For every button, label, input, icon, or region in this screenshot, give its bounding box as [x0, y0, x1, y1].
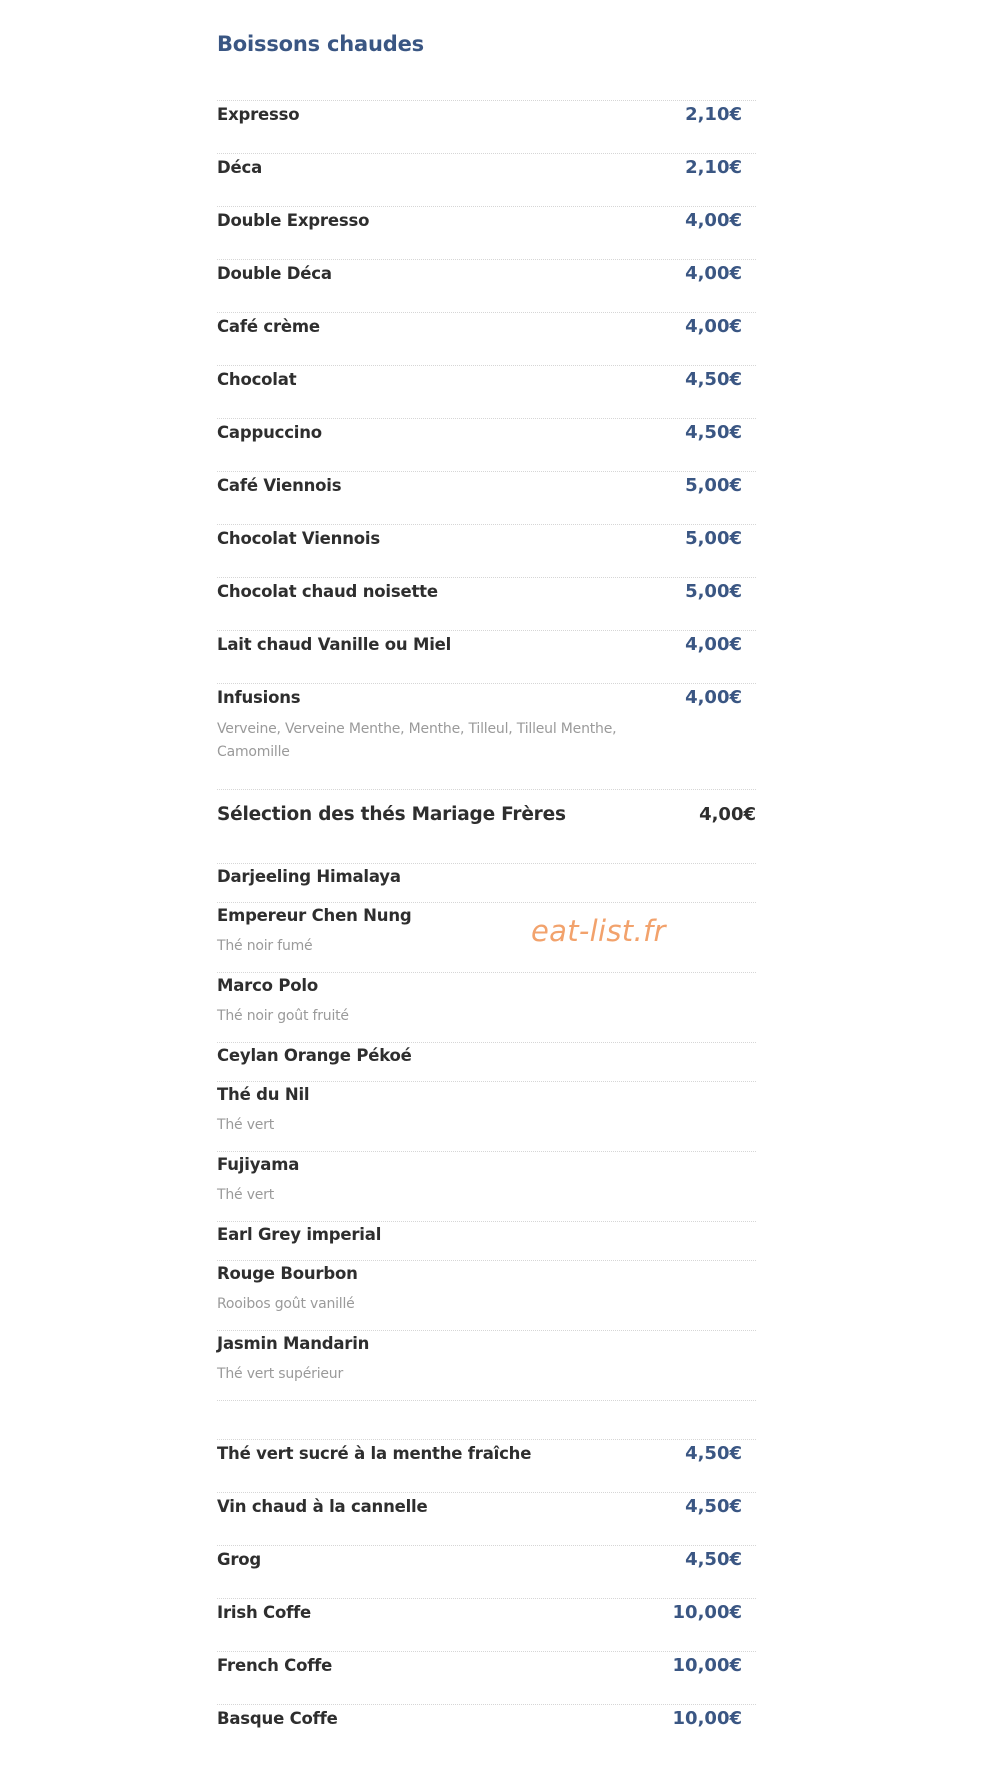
- item-name: Chocolat: [217, 370, 297, 389]
- item-description: Verveine, Verveine Menthe, Menthe, Tilleul, Tilleul Menthe, Camomille: [217, 721, 617, 760]
- menu-item-infusions: [217, 683, 756, 789]
- menu-item: [217, 577, 756, 630]
- menu-item: [217, 418, 756, 471]
- item-price: 4,00€: [685, 687, 742, 708]
- item-price: 5,00€: [685, 581, 742, 602]
- menu-item: [217, 312, 756, 365]
- menu-item: [217, 1704, 756, 1757]
- menu-item: [217, 365, 756, 418]
- item-price: 2,10€: [685, 157, 742, 178]
- tea-name: Marco Polo: [217, 976, 318, 995]
- item-price: 4,50€: [685, 422, 742, 443]
- tea-item: [217, 1042, 756, 1081]
- tea-description: Thé noir goût fruité: [217, 1008, 349, 1024]
- tea-description: Thé vert: [217, 1117, 275, 1133]
- tea-selection-title: Sélection des thés Mariage Frères: [217, 804, 566, 825]
- item-price: 4,50€: [685, 369, 742, 390]
- item-price: 4,50€: [685, 1496, 742, 1517]
- item-price: 10,00€: [672, 1655, 742, 1676]
- tea-name: Thé du Nil: [217, 1085, 310, 1104]
- divider: [217, 1400, 756, 1439]
- item-name: Grog: [217, 1550, 262, 1569]
- tea-description: Thé vert supérieur: [217, 1366, 344, 1382]
- tea-name: Empereur Chen Nung: [217, 906, 412, 925]
- item-name: Café crème: [217, 317, 320, 336]
- tea-item: [217, 972, 756, 1042]
- tea-item: [217, 902, 756, 972]
- menu-item: [217, 471, 756, 524]
- item-price: 4,00€: [685, 634, 742, 655]
- item-name: Double Expresso: [217, 211, 370, 230]
- tea-item: [217, 1260, 756, 1330]
- item-name: Double Déca: [217, 264, 332, 283]
- tea-name: Jasmin Mandarin: [217, 1334, 370, 1353]
- item-price: 10,00€: [672, 1708, 742, 1729]
- tea-name: Fujiyama: [217, 1155, 300, 1174]
- item-price: 4,00€: [685, 210, 742, 231]
- item-name: Café Viennois: [217, 476, 342, 495]
- menu-item: [217, 1651, 756, 1704]
- item-price: 10,00€: [672, 1602, 742, 1623]
- tea-description: Thé vert: [217, 1187, 275, 1203]
- item-name: Vin chaud à la cannelle: [217, 1497, 428, 1516]
- menu-item: [217, 259, 756, 312]
- item-price: 4,00€: [685, 263, 742, 284]
- item-name: Lait chaud Vanille ou Miel: [217, 635, 452, 654]
- menu-item: [217, 1545, 756, 1598]
- menu-item: [217, 1492, 756, 1545]
- menu-item: [217, 100, 756, 153]
- tea-selection-header: [217, 789, 756, 863]
- menu-item: [217, 630, 756, 683]
- item-name: Déca: [217, 158, 263, 177]
- item-name: Chocolat Viennois: [217, 529, 380, 548]
- tea-description: Thé noir fumé: [217, 938, 313, 954]
- item-name: Thé vert sucré à la menthe fraîche: [217, 1444, 532, 1463]
- item-name: Irish Coffe: [217, 1603, 312, 1622]
- tea-item: [217, 1081, 756, 1151]
- menu-list: [217, 100, 756, 1757]
- item-price: 4,00€: [685, 316, 742, 337]
- item-name: Cappuccino: [217, 423, 322, 442]
- item-name: Basque Coffe: [217, 1709, 338, 1728]
- menu-item: [217, 524, 756, 577]
- tea-item: [217, 1151, 756, 1221]
- menu-item: [217, 153, 756, 206]
- menu-item: [217, 1439, 756, 1492]
- item-price: 5,00€: [685, 475, 742, 496]
- tea-name: Ceylan Orange Pékoé: [217, 1046, 412, 1065]
- watermark: eat-list.fr: [531, 914, 666, 948]
- tea-item: [217, 1330, 756, 1400]
- item-name: French Coffe: [217, 1656, 333, 1675]
- tea-description: Rooibos goût vanillé: [217, 1296, 355, 1312]
- section-title: Boissons chaudes: [217, 32, 424, 56]
- item-name: Expresso: [217, 105, 300, 124]
- tea-item: [217, 863, 756, 902]
- tea-name: Rouge Bourbon: [217, 1264, 358, 1283]
- tea-item: [217, 1221, 756, 1260]
- item-price: 4,50€: [685, 1549, 742, 1570]
- tea-selection-price: 4,00€: [699, 804, 756, 825]
- tea-name: Darjeeling Himalaya: [217, 867, 401, 886]
- menu-item: [217, 206, 756, 259]
- tea-name: Earl Grey imperial: [217, 1225, 382, 1244]
- item-price: 2,10€: [685, 104, 742, 125]
- item-price: 4,50€: [685, 1443, 742, 1464]
- item-name: Chocolat chaud noisette: [217, 582, 438, 601]
- menu-item: [217, 1598, 756, 1651]
- item-name: Infusions: [217, 688, 301, 707]
- item-price: 5,00€: [685, 528, 742, 549]
